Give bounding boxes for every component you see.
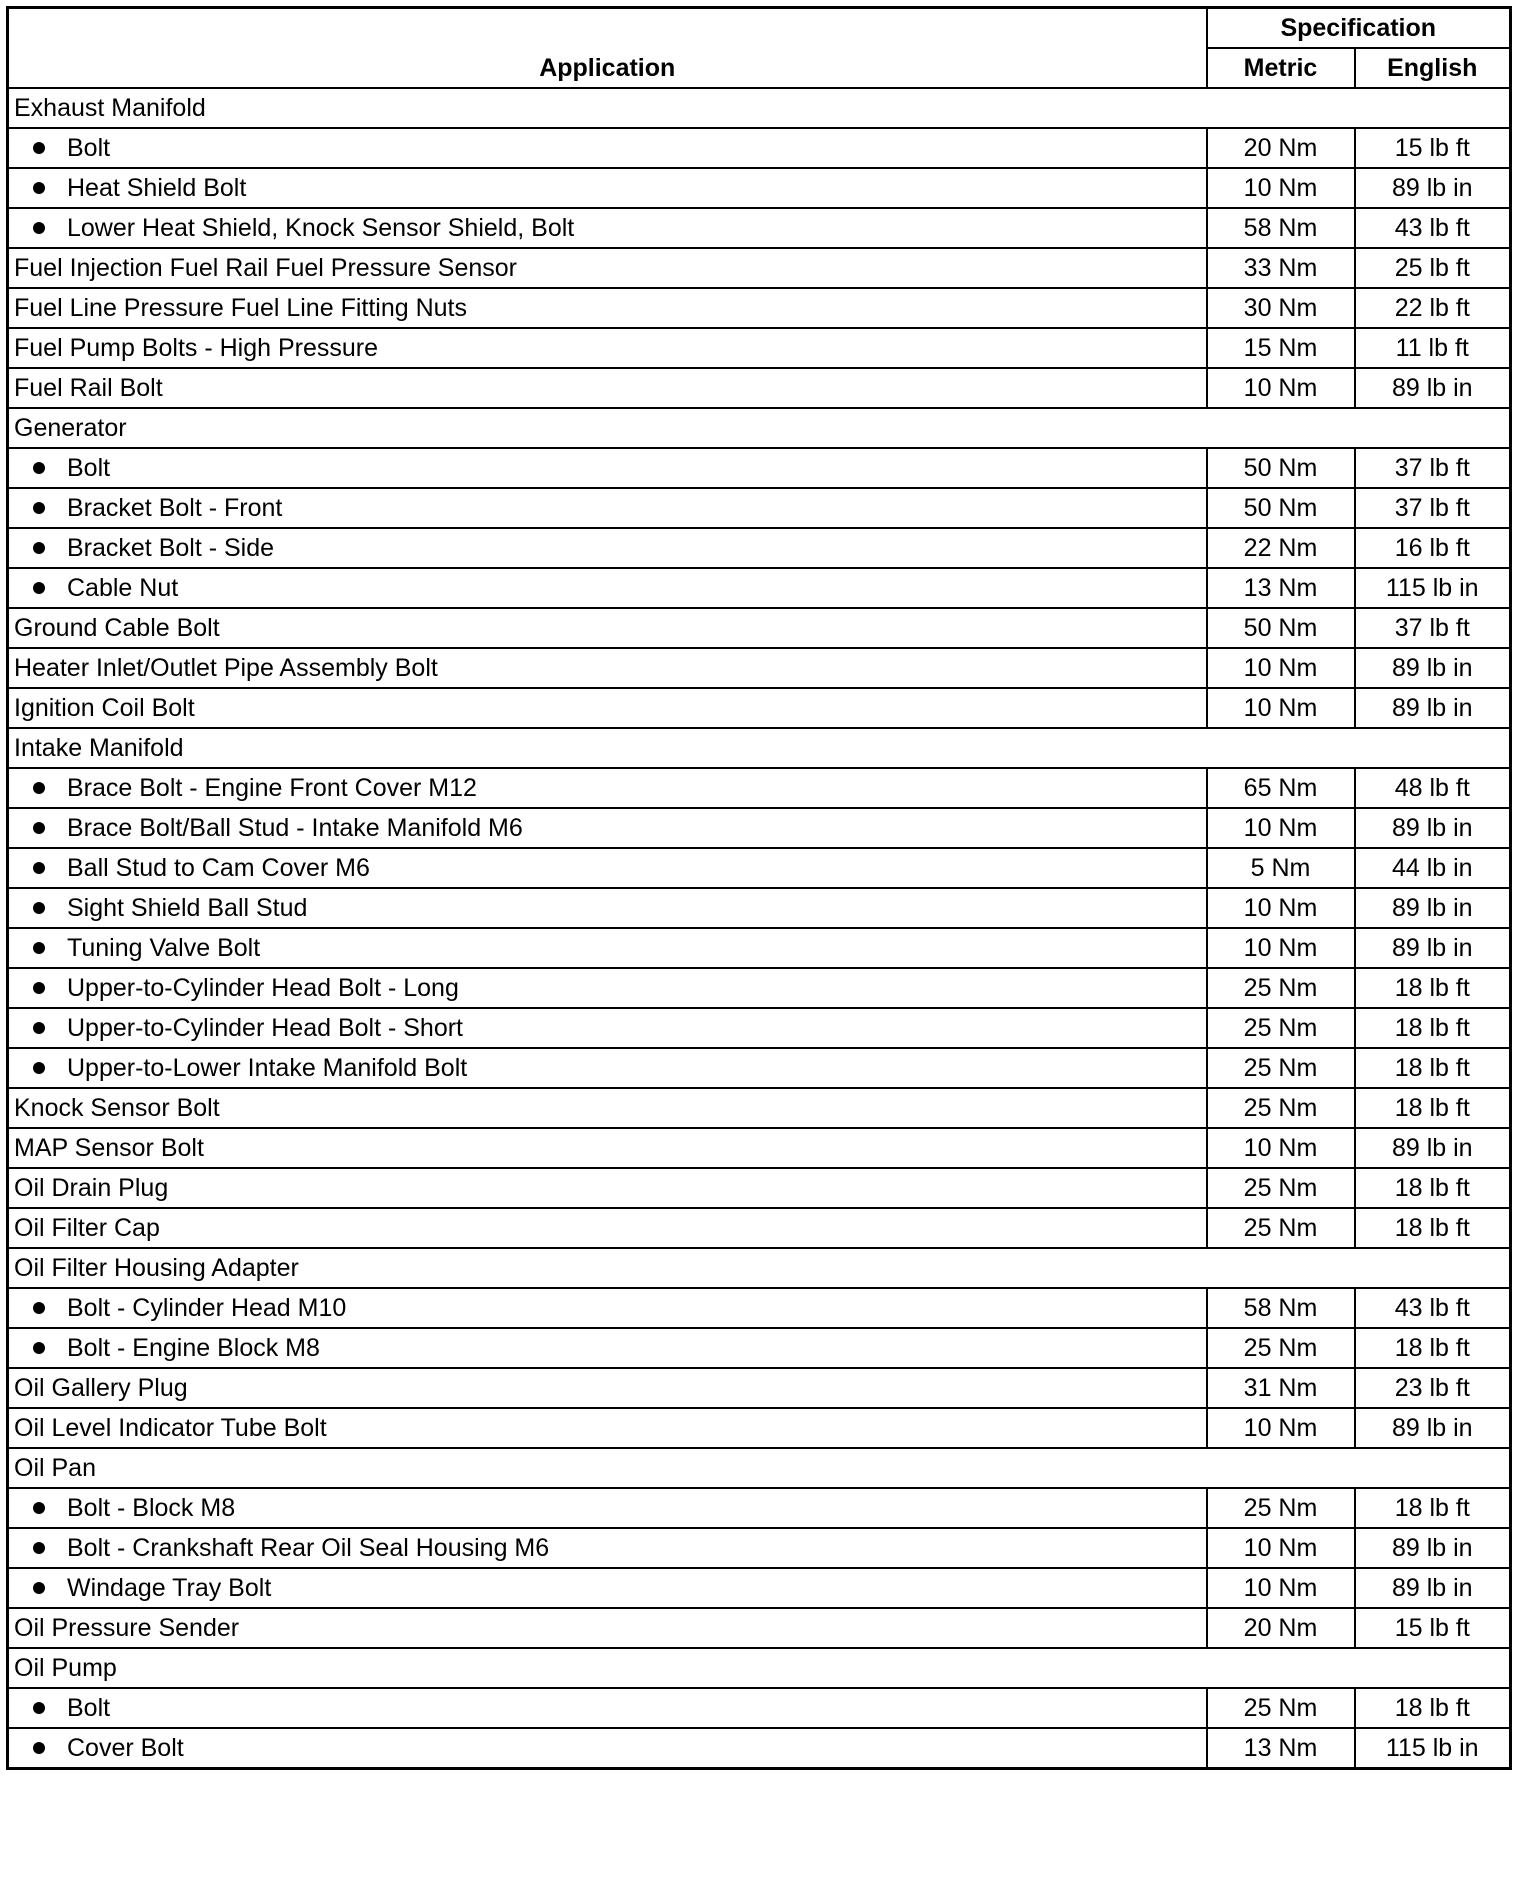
application-cell [8,128,1207,168]
group-row [8,728,1511,768]
application-cell [8,1728,1207,1769]
metric-value: 13 Nm [1207,568,1355,608]
english-value: 23 lb ft [1355,1368,1511,1408]
bullet-icon [33,1742,45,1754]
english-value: 48 lb ft [1355,768,1511,808]
table-row [8,1488,1511,1528]
bullet-icon [33,982,45,994]
table-row [8,1208,1511,1248]
table-row [8,928,1511,968]
metric-value: 10 Nm [1207,648,1355,688]
bullet-icon [33,462,45,474]
english-value: 15 lb ft [1355,1608,1511,1648]
application-cell [8,808,1207,848]
metric-value: 25 Nm [1207,968,1355,1008]
application-cell: Fuel Pump Bolts - High Pressure [8,328,1207,368]
table-row [8,848,1511,888]
table-row [8,488,1511,528]
bullet-icon [33,1022,45,1034]
application-cell [8,1568,1207,1608]
metric-value: 10 Nm [1207,888,1355,928]
metric-value: 10 Nm [1207,688,1355,728]
group-row [8,1648,1511,1688]
application-label: Upper-to-Cylinder Head Bolt - Long [67,974,459,1002]
english-value: 89 lb in [1355,1128,1511,1168]
metric-value: 58 Nm [1207,1288,1355,1328]
table-row [8,528,1511,568]
metric-value: 10 Nm [1207,368,1355,408]
application-cell [8,888,1207,928]
metric-value: 25 Nm [1207,1168,1355,1208]
metric-value: 65 Nm [1207,768,1355,808]
metric-value: 10 Nm [1207,808,1355,848]
table-row [8,888,1511,928]
english-value: 22 lb ft [1355,288,1511,328]
metric-value: 20 Nm [1207,1608,1355,1648]
english-value: 89 lb in [1355,1408,1511,1448]
group-label: Oil Filter Housing Adapter [8,1248,1511,1288]
application-header: Application [8,8,1207,89]
english-value: 18 lb ft [1355,1008,1511,1048]
bullet-icon [33,1062,45,1074]
table-row [8,568,1511,608]
english-value: 11 lb ft [1355,328,1511,368]
application-label: Heat Shield Bolt [67,174,247,202]
application-cell: Oil Level Indicator Tube Bolt [8,1408,1207,1448]
english-value: 18 lb ft [1355,1088,1511,1128]
english-value: 89 lb in [1355,808,1511,848]
application-cell: MAP Sensor Bolt [8,1128,1207,1168]
english-value: 18 lb ft [1355,1688,1511,1728]
table-row [8,288,1511,328]
table-row [8,1168,1511,1208]
application-cell [8,848,1207,888]
group-row [8,1448,1511,1488]
application-label: Tuning Valve Bolt [67,934,261,962]
application-label: Cable Nut [67,574,179,602]
application-label: Bracket Bolt - Side [67,534,275,562]
application-cell [8,208,1207,248]
table-row [8,1408,1511,1448]
table-row [8,1008,1511,1048]
table-row [8,1368,1511,1408]
metric-value: 10 Nm [1207,1128,1355,1168]
table-row [8,368,1511,408]
application-cell [8,528,1207,568]
group-label: Generator [8,408,1511,448]
english-value: 43 lb ft [1355,1288,1511,1328]
english-value: 18 lb ft [1355,968,1511,1008]
table-row [8,1688,1511,1728]
bullet-icon [33,1502,45,1514]
metric-value: 31 Nm [1207,1368,1355,1408]
application-cell [8,1328,1207,1368]
table-row [8,688,1511,728]
application-label: Bracket Bolt - Front [67,494,283,522]
table-body [8,88,1511,1769]
english-value: 18 lb ft [1355,1488,1511,1528]
bullet-icon [33,902,45,914]
table-row [8,648,1511,688]
application-cell [8,968,1207,1008]
application-cell [8,928,1207,968]
metric-value: 25 Nm [1207,1008,1355,1048]
table-row [8,208,1511,248]
group-row [8,408,1511,448]
metric-value: 10 Nm [1207,168,1355,208]
english-value: 89 lb in [1355,368,1511,408]
group-row [8,1248,1511,1288]
table-row [8,1048,1511,1088]
english-value: 89 lb in [1355,648,1511,688]
metric-value: 10 Nm [1207,1568,1355,1608]
metric-value: 25 Nm [1207,1688,1355,1728]
english-value: 18 lb ft [1355,1208,1511,1248]
english-value: 89 lb in [1355,888,1511,928]
bullet-icon [33,542,45,554]
group-label: Intake Manifold [8,728,1511,768]
application-label: Ball Stud to Cam Cover M6 [67,854,370,882]
application-label: Lower Heat Shield, Knock Sensor Shield, Bolt [67,214,575,242]
metric-value: 5 Nm [1207,848,1355,888]
table-header [8,8,1511,89]
application-label: Cover Bolt [67,1734,184,1762]
metric-value: 10 Nm [1207,1408,1355,1448]
application-cell [8,448,1207,488]
application-cell: Oil Filter Cap [8,1208,1207,1248]
spec-table-wrapper [6,6,1509,1770]
bullet-icon [33,502,45,514]
application-label: Bolt - Cylinder Head M10 [67,1294,347,1322]
table-row [8,1288,1511,1328]
application-cell: Oil Drain Plug [8,1168,1207,1208]
table-row [8,248,1511,288]
metric-value: 25 Nm [1207,1208,1355,1248]
application-cell [8,768,1207,808]
application-label: Bolt [67,454,111,482]
metric-value: 30 Nm [1207,288,1355,328]
group-row [8,88,1511,128]
table-row [8,1088,1511,1128]
metric-value: 25 Nm [1207,1048,1355,1088]
table-row [8,1608,1511,1648]
application-cell [8,168,1207,208]
bullet-icon [33,222,45,234]
table-row [8,128,1511,168]
torque-spec-table [6,6,1512,1770]
english-value: 37 lb ft [1355,448,1511,488]
metric-value: 50 Nm [1207,488,1355,528]
english-value: 18 lb ft [1355,1168,1511,1208]
english-value: 89 lb in [1355,688,1511,728]
english-value: 89 lb in [1355,928,1511,968]
bullet-icon [33,1542,45,1554]
application-cell [8,1288,1207,1328]
application-cell [8,1688,1207,1728]
specification-header: Specification [1207,8,1511,49]
english-value: 43 lb ft [1355,208,1511,248]
english-value: 16 lb ft [1355,528,1511,568]
english-value: 15 lb ft [1355,128,1511,168]
application-label: Windage Tray Bolt [67,1574,272,1602]
bullet-icon [33,142,45,154]
english-value: 37 lb ft [1355,608,1511,648]
metric-value: 10 Nm [1207,928,1355,968]
application-label: Bolt [67,134,111,162]
bullet-icon [33,1702,45,1714]
metric-value: 13 Nm [1207,1728,1355,1769]
metric-value: 25 Nm [1207,1488,1355,1528]
application-cell [8,1048,1207,1088]
table-row [8,968,1511,1008]
application-label: Bolt [67,1694,111,1722]
english-value: 18 lb ft [1355,1048,1511,1088]
table-row [8,1128,1511,1168]
group-label: Exhaust Manifold [8,88,1511,128]
table-row [8,808,1511,848]
table-row [8,328,1511,368]
metric-value: 20 Nm [1207,128,1355,168]
group-label: Oil Pump [8,1648,1511,1688]
metric-value: 22 Nm [1207,528,1355,568]
bullet-icon [33,1302,45,1314]
bullet-icon [33,942,45,954]
application-cell: Ignition Coil Bolt [8,688,1207,728]
english-value: 25 lb ft [1355,248,1511,288]
application-label: Bolt - Engine Block M8 [67,1334,320,1362]
english-value: 18 lb ft [1355,1328,1511,1368]
application-label: Sight Shield Ball Stud [67,894,308,922]
english-header: English [1355,48,1511,88]
metric-header: Metric [1207,48,1355,88]
application-cell: Oil Gallery Plug [8,1368,1207,1408]
application-cell [8,568,1207,608]
table-row [8,1328,1511,1368]
bullet-icon [33,1582,45,1594]
group-label: Oil Pan [8,1448,1511,1488]
bullet-icon [33,182,45,194]
metric-value: 50 Nm [1207,608,1355,648]
application-cell [8,1008,1207,1048]
english-value: 89 lb in [1355,1568,1511,1608]
bullet-icon [33,862,45,874]
metric-value: 58 Nm [1207,208,1355,248]
application-cell: Heater Inlet/Outlet Pipe Assembly Bolt [8,648,1207,688]
metric-value: 33 Nm [1207,248,1355,288]
application-label: Upper-to-Cylinder Head Bolt - Short [67,1014,463,1042]
english-value: 37 lb ft [1355,488,1511,528]
application-cell [8,1488,1207,1528]
application-cell [8,488,1207,528]
table-row [8,1728,1511,1769]
english-value: 115 lb in [1355,1728,1511,1769]
table-row [8,768,1511,808]
metric-value: 50 Nm [1207,448,1355,488]
application-cell: Fuel Line Pressure Fuel Line Fitting Nuts [8,288,1207,328]
english-value: 115 lb in [1355,568,1511,608]
bullet-icon [33,582,45,594]
application-label: Bolt - Crankshaft Rear Oil Seal Housing M6 [67,1534,550,1562]
english-value: 44 lb in [1355,848,1511,888]
table-row [8,1528,1511,1568]
application-label: Bolt - Block M8 [67,1494,236,1522]
application-cell: Fuel Injection Fuel Rail Fuel Pressure Sensor [8,248,1207,288]
application-label: Upper-to-Lower Intake Manifold Bolt [67,1054,468,1082]
table-row [8,608,1511,648]
bullet-icon [33,1342,45,1354]
application-cell: Oil Pressure Sender [8,1608,1207,1648]
application-cell: Knock Sensor Bolt [8,1088,1207,1128]
table-row [8,448,1511,488]
bullet-icon [33,822,45,834]
english-value: 89 lb in [1355,168,1511,208]
english-value: 89 lb in [1355,1528,1511,1568]
metric-value: 25 Nm [1207,1088,1355,1128]
bullet-icon [33,782,45,794]
metric-value: 10 Nm [1207,1528,1355,1568]
application-cell: Ground Cable Bolt [8,608,1207,648]
application-cell [8,1528,1207,1568]
metric-value: 25 Nm [1207,1328,1355,1368]
table-row [8,168,1511,208]
application-label: Brace Bolt/Ball Stud - Intake Manifold M6 [67,814,523,842]
application-cell: Fuel Rail Bolt [8,368,1207,408]
metric-value: 15 Nm [1207,328,1355,368]
table-row [8,1568,1511,1608]
application-label: Brace Bolt - Engine Front Cover M12 [67,774,477,802]
